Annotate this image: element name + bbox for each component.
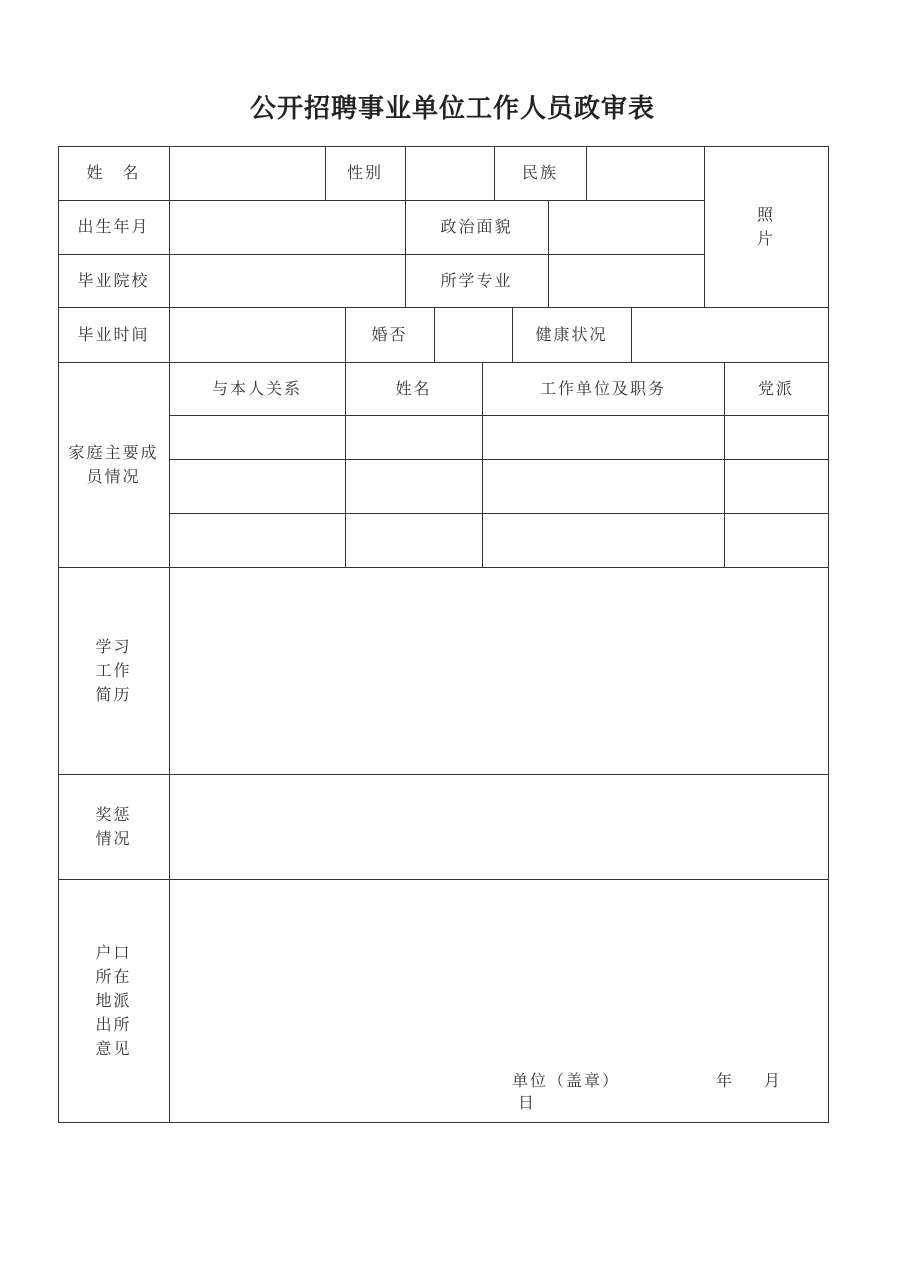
major-label: 所学专业 [440,270,513,290]
rewards-label-line: 奖惩 [95,804,132,824]
political-status-label: 政治面貌 [440,217,513,236]
resume-label-line: 学习 [95,636,132,656]
rewards-label-line: 情况 [95,828,132,848]
ethnicity-field[interactable] [586,146,704,200]
police-label-line: 意见 [95,1038,132,1058]
family-cell[interactable] [345,459,482,513]
name-label: 姓 名 [86,163,141,182]
family-cell[interactable] [345,415,482,459]
police-label-line: 地派 [95,990,132,1010]
family-label-line: 家庭主要成 [68,442,159,462]
photo-area[interactable] [704,146,828,307]
family-cell[interactable] [724,415,828,459]
health-field[interactable] [631,307,828,362]
family-header-employer: 工作单位及职务 [539,378,666,398]
signature-block [512,1070,812,1114]
photo-label: 照 [756,204,775,224]
day-label: 日 [518,1093,537,1112]
grad-time-field[interactable] [169,307,345,362]
family-cell[interactable] [724,459,828,513]
major-field[interactable] [548,254,704,307]
rewards-field[interactable] [169,774,828,879]
family-cell[interactable] [482,459,724,513]
month-label: 月 [764,1071,783,1090]
grad-time-label: 毕业时间 [77,324,150,344]
police-opinion-label [58,879,169,1122]
school-label: 毕业院校 [77,270,150,290]
table-border-bottom [58,1122,829,1123]
resume-label [58,567,169,774]
police-label-line: 所在 [95,966,132,986]
marital-field[interactable] [434,307,512,362]
year-label: 年 [716,1071,735,1090]
family-cell[interactable] [169,513,345,567]
unit-seal-label: 单位（盖章） [512,1071,621,1090]
family-cell[interactable] [482,415,724,459]
police-opinion-field[interactable] [169,879,828,1059]
page-title: 公开招聘事业单位工作人员政审表 [249,94,655,124]
resume-label-line: 工作 [95,660,132,680]
political-status-field[interactable] [548,200,704,254]
family-cell[interactable] [169,459,345,513]
birth-field[interactable] [169,200,405,254]
gender-field[interactable] [405,146,494,200]
family-cell[interactable] [724,513,828,567]
name-field[interactable] [169,146,325,200]
family-header-name: 姓名 [395,378,432,398]
school-field[interactable] [169,254,405,307]
family-label [58,362,169,567]
gender-label: 性别 [346,163,383,182]
police-label-line: 出所 [95,1014,132,1034]
rewards-label [58,774,169,879]
photo-label: 片 [756,228,775,248]
family-label-line: 员情况 [86,466,141,486]
police-label-line: 户口 [95,942,132,962]
family-cell[interactable] [345,513,482,567]
birth-label: 出生年月 [77,217,150,236]
resume-label-line: 简历 [95,684,132,704]
resume-field[interactable] [169,567,828,774]
family-header-party: 党派 [757,378,794,398]
family-cell[interactable] [169,415,345,459]
marital-label: 婚否 [371,324,408,344]
table-border-right [828,146,829,1123]
family-header-relation: 与本人关系 [211,378,302,398]
health-label: 健康状况 [535,324,608,344]
ethnicity-label: 民族 [521,163,558,182]
family-cell[interactable] [482,513,724,567]
